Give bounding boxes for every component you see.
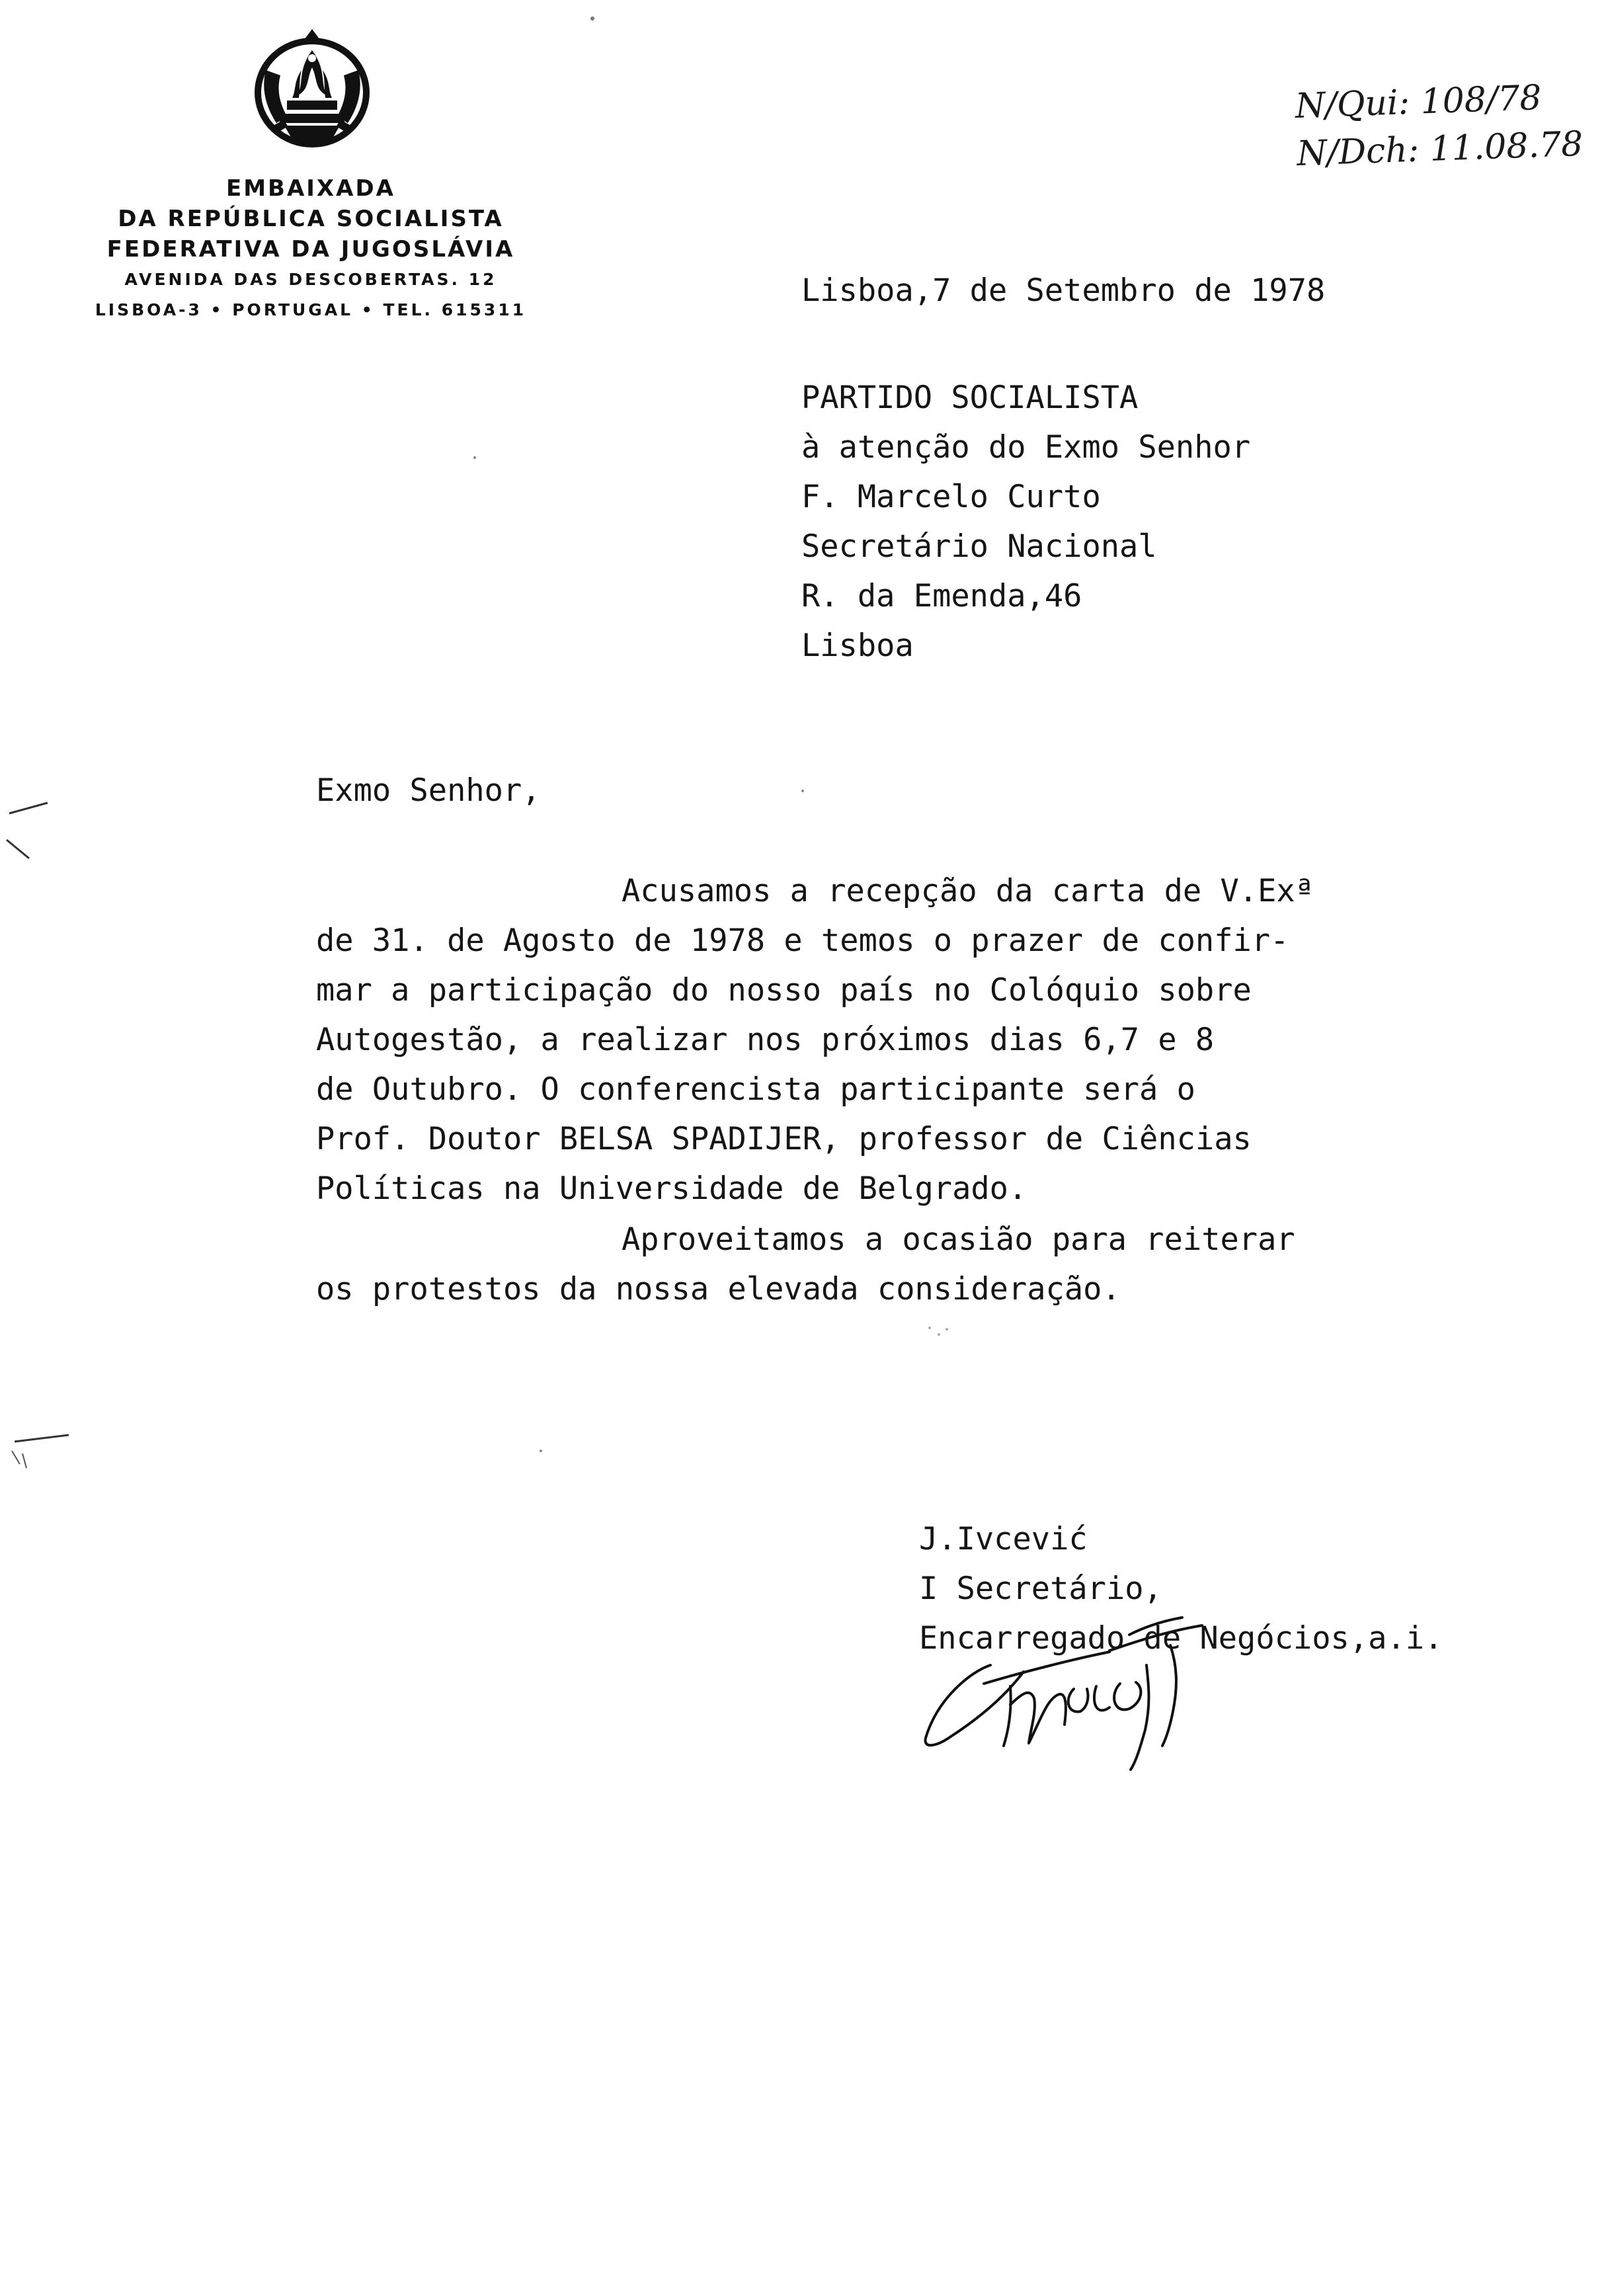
letterhead-line-embassy: EMBAIXADA (225, 175, 395, 202)
scan-speck (926, 1323, 952, 1342)
scan-speck (537, 1447, 545, 1455)
reference-note-2: N/Dch: 11.08.78 (1296, 124, 1584, 174)
closing-line: os protestos da nossa elevada consideração. (316, 1271, 1121, 1307)
body-line: de Outubro. O conferencista participante será o (316, 1071, 1195, 1108)
reference-note-1: N/Qui: 108/78 (1294, 78, 1543, 126)
embassy-letterhead (66, 173, 555, 325)
closing-line: Aproveitamos a ocasião para reiterar (622, 1221, 1295, 1258)
scan-speck (471, 454, 479, 462)
letterhead-line-republic: DA REPÚBLICA SOCIALISTA (118, 206, 504, 232)
letterhead-city-phone: LISBOA-3 • PORTUGAL • TEL. 615311 (95, 300, 527, 319)
scan-mark-middle-left (0, 1422, 79, 1481)
scan-speck (588, 15, 596, 22)
letterhead-line-federation: FEDERATIVA DA JUGOSLÁVIA (106, 236, 515, 263)
handwritten-reference-notes (1294, 73, 1584, 178)
recipient-address (801, 373, 1250, 671)
signatory-name: J.Ivcević (919, 1521, 1088, 1557)
handwritten-signature (911, 1573, 1255, 1771)
body-line: Acusamos a recepção da carta de V.Exª (622, 873, 1314, 909)
recipient-line: à atenção do Exmo Senhor (801, 429, 1251, 466)
salutation: Exmo Senhor, (316, 772, 541, 809)
date-line: Lisboa,7 de Setembro de 1978 (801, 272, 1326, 309)
signatory-role: Encarregado de Negócios,a.i. (919, 1620, 1443, 1657)
recipient-line: F. Marcelo Curto (801, 479, 1101, 515)
body-line: Autogestão, a realizar nos próximos dias 6,7 e 8 (316, 1022, 1215, 1058)
signatory-title: I Secretário, (919, 1571, 1162, 1607)
coat-of-arms-emblem (246, 24, 378, 156)
recipient-line: R. da Emenda,46 (801, 578, 1082, 614)
letter-body (316, 866, 1314, 1213)
letter-closing (316, 1215, 1295, 1314)
letterhead-address: AVENIDA DAS DESCOBERTAS. 12 (124, 270, 497, 289)
body-line: Prof. Doutor BELSA SPADIJER, professor de Ciências (316, 1121, 1252, 1157)
recipient-line: Secretário Nacional (801, 528, 1157, 565)
scan-speck (799, 787, 807, 795)
recipient-line: PARTIDO SOCIALISTA (801, 380, 1139, 416)
body-line: mar a participação do nosso país no Colóquio sobre (316, 972, 1252, 1008)
body-line: de 31. de Agosto de 1978 e temos o prazer de confir- (316, 922, 1289, 959)
scan-mark-top-left (0, 794, 66, 873)
recipient-line: Lisboa (801, 628, 914, 664)
body-line: Políticas na Universidade de Belgrado. (316, 1170, 1027, 1207)
